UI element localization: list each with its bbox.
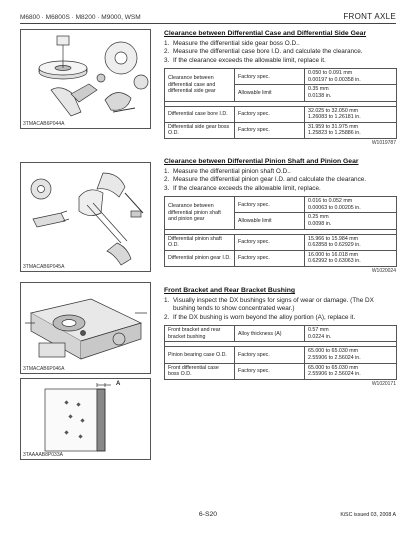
spec-value: 0.35 mm 0.0138 in. [305, 85, 397, 101]
header-divider [20, 23, 396, 24]
spec-item: Front bracket and rear bracket bushing [165, 326, 235, 342]
step-text: Measure the differential case bore I.D. and calculate the clearance. [173, 48, 363, 56]
dx-bushing-illustration [21, 379, 151, 460]
section-title: Clearance between Differential Case and Differential Side Gear [164, 30, 367, 37]
spec-table [164, 68, 397, 139]
procedure-step [164, 314, 396, 322]
figure-differential-side-gear [20, 29, 151, 129]
step-text: Measure the differential side gear boss O.D.. [173, 40, 300, 47]
spec-value: 65.000 to 65.030 mm 2.55906 to 2.56024 in. [305, 363, 397, 379]
spec-value: 0.25 mm 0.0098 in. [305, 213, 397, 229]
spec-item: Clearance between differential case and differential side gear [165, 69, 235, 101]
spec-value: 15.966 to 15.984 mm 0.62858 to 0.62929 in. [305, 234, 397, 250]
spec-table [164, 196, 397, 267]
figure-caption: 3TMACAB6P044A [23, 121, 65, 127]
spec-value: 65.000 to 65.030 mm 2.55906 to 2.56024 in. [305, 347, 397, 363]
spec-value: 0.050 to 0.091 mm 0.00197 to 0.00358 in. [305, 69, 397, 85]
step-text: If the clearance exceeds the allowable limit, replace. [173, 184, 321, 192]
spec-label: Factory spec. [235, 234, 305, 250]
procedure-step [164, 40, 396, 48]
spec-value: 16.000 to 16.018 mm 0.62992 to 0.63063 in. [305, 250, 397, 266]
spec-item: Pinion bearing case O.D. [165, 347, 235, 363]
step-number: 1. [164, 297, 170, 304]
figure-pinion-shaft [20, 162, 151, 272]
spec-label: Factory spec. [235, 69, 305, 85]
spec-item: Clearance between differential pinion shaft and pinion gear [165, 197, 235, 229]
procedure-steps [164, 40, 396, 65]
procedure-step [164, 168, 396, 176]
section-bracket-bushing [164, 287, 396, 387]
spec-item: Front differential case boss O.D. [165, 363, 235, 379]
alloy-portion-label: A [116, 381, 121, 387]
pinion-shaft-illustration [21, 163, 151, 272]
step-number: 2. [164, 313, 170, 321]
step-text: Measure the differential pinion shaft O.D.. [173, 168, 291, 175]
issue-note: KiSC issued 03, 2008 A [340, 512, 396, 518]
section-pinion-shaft-clearance [164, 158, 396, 274]
step-text: Measure the differential pinion gear I.D. and calculate the clearance. [173, 176, 367, 184]
spec-label: Factory spec. [235, 122, 305, 138]
figure-caption: 3TAAAAB8P033A [23, 452, 63, 458]
page-number: 6-S20 [198, 511, 218, 518]
step-number: 1. [164, 40, 170, 47]
axle-bracket-illustration [21, 283, 151, 374]
procedure-steps [164, 297, 396, 322]
spec-label: Factory spec. [235, 363, 305, 379]
spec-label: Factory spec. [235, 106, 305, 122]
spec-label: Allowable limit [235, 85, 305, 101]
spec-value: 32.025 to 32.050 mm 1.26083 to 1.26181 in. [305, 106, 397, 122]
procedure-step [164, 57, 396, 65]
figure-caption: 3TMACAB6P046A [23, 366, 65, 372]
procedure-steps [164, 168, 396, 193]
reference-code: W1020171 [371, 380, 396, 387]
step-text: If the DX bushing is worn beyond the alloy portion (A), replace it. [173, 313, 356, 321]
spec-value: 0.57 mm 0.0224 in. [305, 326, 397, 342]
step-number: 2. [164, 176, 170, 184]
spec-item: Differential pinion shaft O.D. [165, 234, 235, 250]
spec-value: 0.016 to 0.052 mm 0.00063 to 0.00205 in. [305, 197, 397, 213]
spec-table [164, 325, 397, 380]
procedure-step [164, 176, 396, 184]
spec-label: Allowable limit [235, 213, 305, 229]
figure-front-axle-bracket [20, 282, 151, 374]
differential-side-gear-illustration [21, 30, 151, 129]
reference-code: W1019787 [371, 139, 396, 146]
spec-label: Alloy thickness (A) [235, 326, 305, 342]
figure-dx-bushing [20, 378, 151, 460]
figure-caption: 3TMACAB6P045A [23, 264, 65, 270]
spec-item: Differential side gear boss O.D. [165, 122, 235, 138]
step-text: Visually inspect the DX bushings for signs of wear or damage. (The DX bushing tends to show concentrated wear.) [173, 297, 374, 313]
header-models: M6800 · M6800S · M8200 · M9000, WSM [20, 14, 141, 21]
step-number: 2. [164, 48, 170, 56]
step-number: 1. [164, 168, 170, 175]
section-title: Front Bracket and Rear Bracket Bushing [164, 287, 296, 294]
step-number: 3. [164, 56, 170, 64]
procedure-step [164, 297, 396, 314]
reference-code: W1020024 [371, 267, 396, 274]
spec-value: 31.959 to 31.975 mm 1.25823 to 1.25886 in. [305, 122, 397, 138]
section-title: Clearance between Differential Pinion Shaft and Pinion Gear [164, 158, 359, 165]
header-section-title: FRONT AXLE [343, 12, 396, 21]
step-number: 3. [164, 184, 170, 192]
spec-item: Differential pinion gear I.D. [165, 250, 235, 266]
step-text: If the clearance exceeds the allowable limit, replace it. [173, 56, 326, 64]
section-differential-case-clearance [164, 30, 396, 146]
spec-item: Differential case bore I.D. [165, 106, 235, 122]
spec-label: Factory spec. [235, 250, 305, 266]
spec-label: Factory spec. [235, 347, 305, 363]
procedure-step [164, 48, 396, 56]
procedure-step [164, 185, 396, 193]
spec-label: Factory spec. [235, 197, 305, 213]
